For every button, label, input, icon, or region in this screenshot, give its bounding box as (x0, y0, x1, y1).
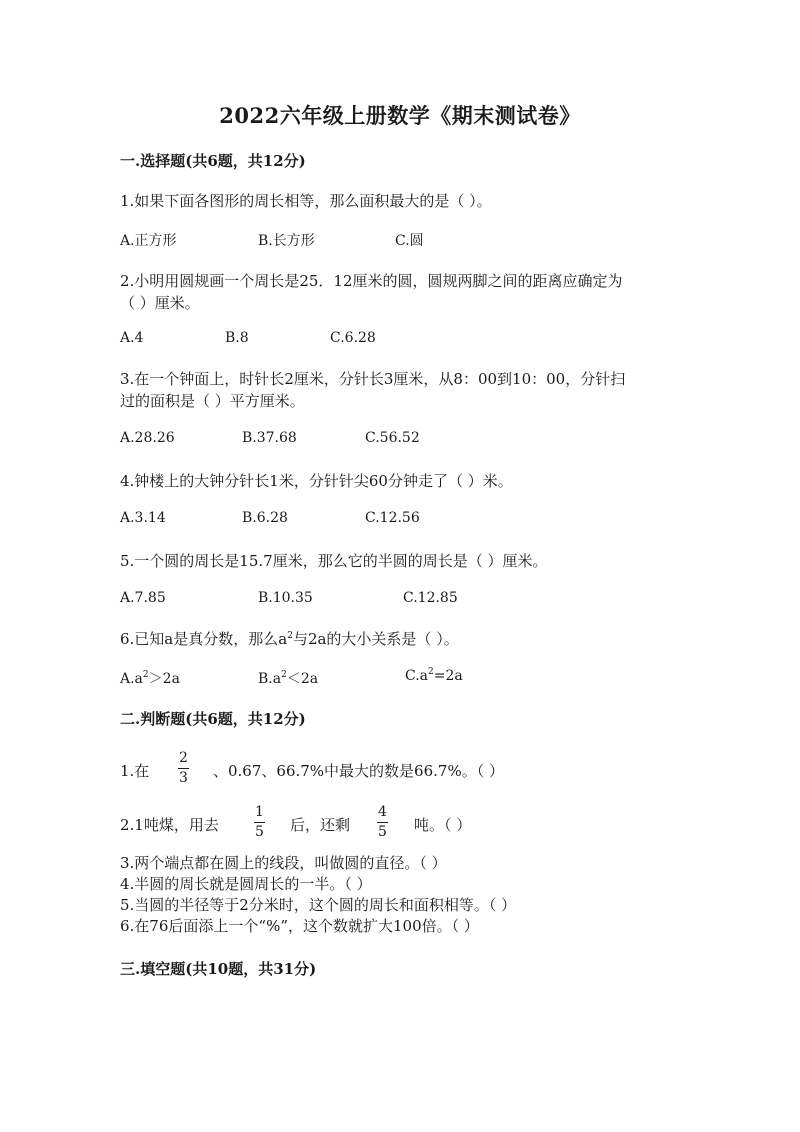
judgement-2-middle: 后，还剩 (290, 816, 351, 834)
question-1-option-a: A.正方形 (120, 233, 177, 249)
judgement-2-prefix: 2.1吨煤，用去 (120, 816, 219, 834)
fraction-two-thirds (178, 750, 189, 787)
fraction-numerator: 1 (255, 804, 264, 820)
judgement-1-suffix: 、0.67、66.7%中最大的数是66.7%。（ ） (213, 762, 504, 780)
question-2-option-a: A.4 (120, 330, 144, 346)
question-4-text: 4.钟楼上的大钟分针长1米，分针针尖60分钟走了（ ）米。 (120, 472, 513, 490)
section-heading-judgement: 二.判断题(共6题，共12分) (120, 710, 306, 728)
question-4-option-a: A.3.14 (120, 510, 166, 526)
question-6-exponent: 2 (287, 631, 293, 641)
question-6-option-a (120, 668, 180, 688)
judgement-3-text: 3.两个端点都在圆上的线段，叫做圆的直径。（ ） (120, 854, 447, 872)
option-b-base: B.a (258, 671, 282, 687)
judgement-1-prefix: 1.在 (120, 762, 150, 780)
question-3-option-c: C.56.52 (365, 430, 420, 446)
question-4-option-c: C.12.56 (365, 510, 420, 526)
question-3-option-b: B.37.68 (242, 430, 297, 446)
fraction-four-fifths (377, 804, 388, 841)
fraction-denominator: 5 (378, 824, 387, 840)
judgement-6-text: 6.在76后面添上一个“%”，这个数就扩大100倍。（ ） (120, 917, 479, 935)
fraction-bar (178, 768, 189, 769)
question-4-option-b: B.6.28 (242, 510, 288, 526)
option-c-base: C.a (405, 668, 429, 684)
question-6-text (120, 628, 459, 649)
question-3-text-line1: 3.在一个钟面上，时针长2厘米，分针长3厘米，从8：00到10：00，分针扫 (120, 370, 626, 388)
fraction-denominator: 3 (179, 770, 188, 786)
question-1-option-b: B.长方形 (258, 233, 315, 249)
question-1-text: 1.如果下面各图形的周长相等，那么面积最大的是（ ）。 (120, 192, 492, 210)
option-a-base: A.a (120, 671, 143, 687)
option-c-rest: =2a (433, 668, 463, 684)
question-6-option-c (405, 668, 463, 684)
option-c-exponent: 2 (428, 667, 434, 677)
question-3-option-a: A.28.26 (120, 430, 175, 446)
question-2-text-line1: 2.小明用圆规画一个周长是25．12厘米的圆，圆规两脚之间的距离应确定为 (120, 272, 623, 290)
fraction-numerator: 2 (179, 750, 188, 766)
question-6-text-b: 与2a的大小关系是（ ）。 (292, 630, 459, 648)
section-heading-fill-blank: 三.填空题(共10题，共31分) (120, 960, 317, 978)
question-2-option-b: B.8 (225, 330, 249, 346)
question-5-option-a: A.7.85 (120, 590, 166, 606)
judgement-4-text: 4.半圆的周长就是圆周长的一半。（ ） (120, 875, 372, 893)
page-title: 2022六年级上册数学《期末测试卷》 (219, 103, 581, 128)
fraction-denominator: 5 (255, 824, 264, 840)
question-5-text: 5.一个圆的周长是15.7厘米，那么它的半圆的周长是（ ）厘米。 (120, 552, 548, 570)
question-2-option-c: C.6.28 (330, 330, 376, 346)
judgement-2-suffix: 吨。（ ） (414, 816, 472, 834)
question-5-option-c: C.12.85 (403, 590, 458, 606)
fraction-bar (254, 822, 265, 823)
question-5-option-b: B.10.35 (258, 590, 313, 606)
judgement-5-text: 5.当圆的半径等于2分米时，这个圆的周长和面积相等。（ ） (120, 896, 517, 914)
question-6-option-b (258, 668, 318, 688)
fraction-numerator: 4 (378, 804, 387, 820)
question-1-option-c: C.圆 (395, 233, 424, 249)
option-a-exponent: 2 (142, 670, 149, 680)
option-b-exponent: 2 (281, 670, 287, 680)
option-a-rest: ＞2a (148, 671, 180, 687)
option-b-rest: ＜2a (286, 671, 319, 687)
question-6-text-a: 6.已知a是真分数，那么a (120, 630, 288, 648)
fraction-one-fifth (254, 804, 265, 841)
section-heading-choice: 一.选择题(共6题，共12分) (120, 152, 306, 170)
question-3-text-line2: 过的面积是（ ）平方厘米。 (120, 392, 305, 410)
fraction-bar (377, 822, 388, 823)
question-2-text-line2: （ ）厘米。 (120, 294, 200, 312)
